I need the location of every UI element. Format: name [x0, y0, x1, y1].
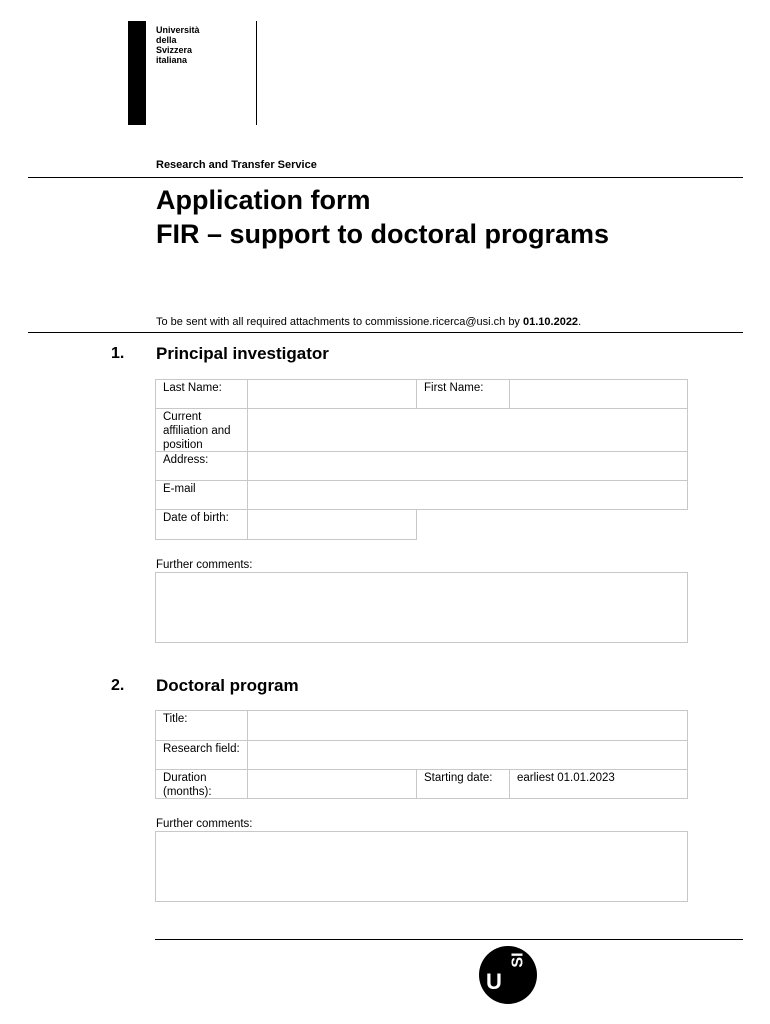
dob-field[interactable] — [247, 509, 417, 540]
logo-line: italiana — [156, 55, 188, 65]
university-logo-text — [156, 25, 246, 65]
deadline-date: 01.10.2022 — [523, 316, 579, 328]
address-field[interactable] — [247, 451, 688, 481]
logo-bar — [128, 21, 146, 125]
research-field-label: Research field: — [155, 740, 248, 770]
affiliation-field[interactable] — [247, 408, 688, 452]
section-number: 2. — [111, 677, 125, 694]
first-name-field[interactable] — [509, 379, 688, 409]
address-label: Address: — [155, 451, 248, 481]
section-title: Principal investigator — [156, 344, 329, 363]
title-line-1: Application form — [156, 185, 371, 215]
duration-field[interactable] — [247, 769, 417, 799]
section-title: Doctoral program — [156, 676, 299, 695]
first-name-label: First Name: — [416, 379, 510, 409]
note-suffix: . — [578, 316, 582, 328]
dob-label: Date of birth: — [155, 509, 248, 540]
research-field-field[interactable] — [247, 740, 688, 770]
note-prefix: To be sent with all required attachments to commissione.ricerca@usi.ch by — [156, 316, 523, 328]
email-field[interactable] — [247, 480, 688, 510]
duration-label: Duration (months): — [155, 769, 248, 799]
comments-label: Further comments: — [156, 818, 253, 830]
service-name: Research and Transfer Service — [156, 159, 317, 171]
starting-date-label: Starting date: — [416, 769, 510, 799]
program-title-label: Title: — [155, 710, 248, 741]
note-rule — [28, 332, 743, 333]
usi-logo-si: SI — [509, 952, 527, 968]
starting-date-field[interactable]: earliest 01.01.2023 — [509, 769, 688, 799]
program-title-field[interactable] — [247, 710, 688, 741]
logo-line: Svizzera — [156, 45, 193, 55]
usi-logo — [479, 946, 537, 1004]
usi-logo-u: U — [486, 969, 502, 994]
submission-note — [156, 316, 581, 328]
header-rule — [28, 177, 743, 178]
email-label: E-mail — [155, 480, 248, 510]
logo-divider — [256, 21, 257, 125]
page-title — [156, 183, 609, 251]
affiliation-label: Current affiliation and position — [155, 408, 248, 452]
last-name-label: Last Name: — [155, 379, 248, 409]
last-name-field[interactable] — [247, 379, 417, 409]
footer-rule — [155, 939, 743, 940]
comments-field[interactable] — [155, 572, 688, 643]
title-line-2: FIR – support to doctoral programs — [156, 219, 610, 249]
section-number: 1. — [111, 345, 125, 362]
comments-label: Further comments: — [156, 559, 253, 571]
logo-line: della — [156, 35, 177, 45]
comments-field[interactable] — [155, 831, 688, 902]
logo-line: Università — [156, 25, 200, 35]
